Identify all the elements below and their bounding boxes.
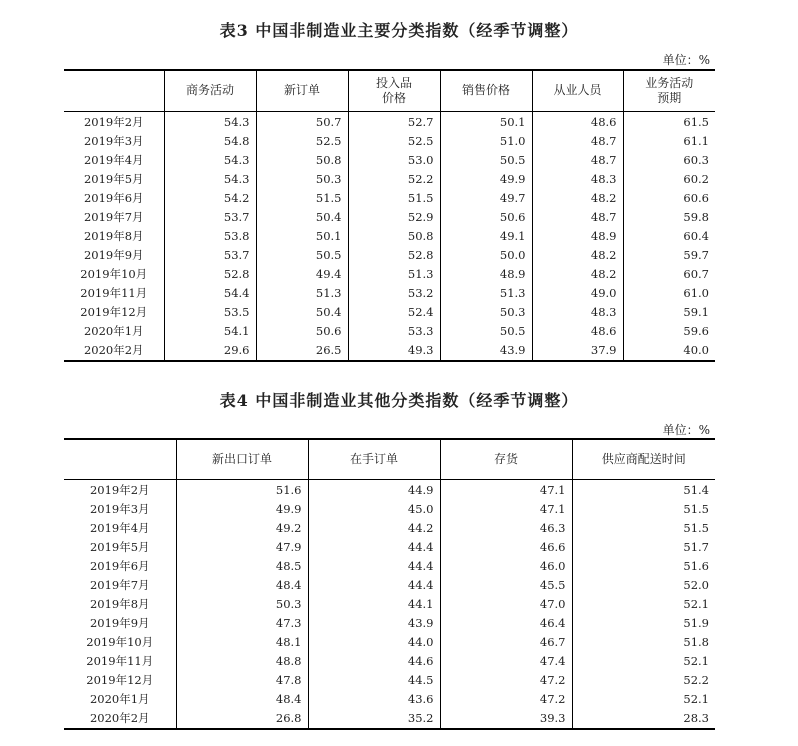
- value-cell: 50.4: [256, 208, 348, 227]
- value-cell: 46.3: [440, 519, 572, 538]
- value-cell: 49.1: [440, 227, 532, 246]
- value-cell: 47.4: [440, 652, 572, 671]
- value-cell: 60.3: [623, 151, 715, 170]
- table-row: [64, 652, 715, 671]
- row-period-cell: 2019年11月: [80, 285, 148, 300]
- table-row: [64, 284, 715, 303]
- table-row: [64, 132, 715, 151]
- value-cell: 48.2: [532, 265, 623, 284]
- row-period-cell: 2019年10月: [86, 634, 154, 649]
- table-row: [64, 595, 715, 614]
- value-cell: 51.7: [572, 538, 715, 557]
- value-cell: 54.2: [164, 189, 256, 208]
- row-period-cell: 2019年10月: [80, 266, 148, 281]
- row-period-cell: 2019年6月: [89, 558, 150, 573]
- value-cell: 52.1: [572, 595, 715, 614]
- value-cell: 51.9: [572, 614, 715, 633]
- table-row: [64, 709, 715, 729]
- row-period-cell: 2019年4月: [89, 520, 150, 535]
- table-row: [64, 479, 715, 500]
- value-cell: 50.6: [440, 208, 532, 227]
- table-row: [64, 633, 715, 652]
- table3-header: 业务活动 预期: [623, 70, 715, 111]
- value-cell: 60.2: [623, 170, 715, 189]
- value-cell: 49.9: [440, 170, 532, 189]
- value-cell: 52.8: [348, 246, 440, 265]
- value-cell: 50.8: [256, 151, 348, 170]
- value-cell: 54.3: [164, 151, 256, 170]
- value-cell: 40.0: [623, 341, 715, 361]
- value-cell: 54.4: [164, 284, 256, 303]
- value-cell: 48.7: [532, 151, 623, 170]
- value-cell: 48.7: [532, 208, 623, 227]
- value-cell: 59.7: [623, 246, 715, 265]
- row-period-cell: 2020年1月: [83, 323, 144, 338]
- value-cell: 60.7: [623, 265, 715, 284]
- row-period-cell: 2019年2月: [83, 114, 144, 129]
- value-cell: 44.0: [308, 633, 440, 652]
- table4: [64, 438, 715, 730]
- table4-header: [64, 439, 176, 479]
- value-cell: 50.5: [256, 246, 348, 265]
- value-cell: 53.0: [348, 151, 440, 170]
- value-cell: 35.2: [308, 709, 440, 729]
- value-cell: 52.1: [572, 652, 715, 671]
- value-cell: 48.1: [176, 633, 308, 652]
- value-cell: 50.0: [440, 246, 532, 265]
- value-cell: 37.9: [532, 341, 623, 361]
- value-cell: 48.8: [176, 652, 308, 671]
- value-cell: 52.2: [348, 170, 440, 189]
- value-cell: 48.4: [176, 576, 308, 595]
- value-cell: 50.5: [440, 151, 532, 170]
- row-period-cell: 2019年7月: [83, 209, 144, 224]
- value-cell: 44.4: [308, 557, 440, 576]
- table-row: [64, 690, 715, 709]
- value-cell: 47.2: [440, 671, 572, 690]
- row-period-cell: 2019年4月: [83, 152, 144, 167]
- value-cell: 49.7: [440, 189, 532, 208]
- value-cell: 51.8: [572, 633, 715, 652]
- value-cell: 51.5: [256, 189, 348, 208]
- table3-header: 新订单: [256, 70, 348, 111]
- value-cell: 50.7: [256, 111, 348, 132]
- table3-header: 投入品 价格: [348, 70, 440, 111]
- table3-header: 商务活动: [164, 70, 256, 111]
- value-cell: 49.3: [348, 341, 440, 361]
- row-period-cell: 2019年9月: [83, 247, 144, 262]
- value-cell: 46.4: [440, 614, 572, 633]
- row-period-cell: 2019年12月: [86, 672, 154, 687]
- table4-header: 存货: [440, 439, 572, 479]
- value-cell: 60.6: [623, 189, 715, 208]
- value-cell: 50.3: [256, 170, 348, 189]
- value-cell: 49.0: [532, 284, 623, 303]
- table4-title: 表4 中国非制造业其他分类指数（经季节调整）: [219, 391, 579, 410]
- value-cell: 53.7: [164, 208, 256, 227]
- table-row: [64, 576, 715, 595]
- value-cell: 48.2: [532, 189, 623, 208]
- value-cell: 51.5: [348, 189, 440, 208]
- value-cell: 46.0: [440, 557, 572, 576]
- value-cell: 48.4: [176, 690, 308, 709]
- table-row: [64, 500, 715, 519]
- row-period-cell: 2019年8月: [83, 228, 144, 243]
- table3-title: 表3 中国非制造业主要分类指数（经季节调整）: [219, 21, 579, 40]
- value-cell: 48.6: [532, 322, 623, 341]
- value-cell: 61.5: [623, 111, 715, 132]
- value-cell: 50.6: [256, 322, 348, 341]
- value-cell: 54.8: [164, 132, 256, 151]
- table-row: [64, 246, 715, 265]
- value-cell: 44.9: [308, 479, 440, 500]
- value-cell: 61.0: [623, 284, 715, 303]
- value-cell: 49.2: [176, 519, 308, 538]
- row-period-cell: 2019年5月: [89, 539, 150, 554]
- value-cell: 51.0: [440, 132, 532, 151]
- table-row: [64, 265, 715, 284]
- table-row: [64, 557, 715, 576]
- table3: [64, 69, 715, 362]
- value-cell: 48.3: [532, 170, 623, 189]
- value-cell: 50.5: [440, 322, 532, 341]
- value-cell: 39.3: [440, 709, 572, 729]
- row-period-cell: 2019年9月: [89, 615, 150, 630]
- value-cell: 48.9: [532, 227, 623, 246]
- value-cell: 44.6: [308, 652, 440, 671]
- value-cell: 53.7: [164, 246, 256, 265]
- value-cell: 51.6: [572, 557, 715, 576]
- value-cell: 52.0: [572, 576, 715, 595]
- value-cell: 50.3: [440, 303, 532, 322]
- table-row: [64, 151, 715, 170]
- table4-header: 供应商配送时间: [572, 439, 715, 479]
- value-cell: 54.3: [164, 111, 256, 132]
- table4-unit: 单位：%: [662, 423, 710, 437]
- row-period-cell: 2019年7月: [89, 577, 150, 592]
- value-cell: 45.5: [440, 576, 572, 595]
- table-row: [64, 538, 715, 557]
- row-period-cell: 2019年12月: [80, 304, 148, 319]
- table-row: [64, 614, 715, 633]
- table4-header: 在手订单: [308, 439, 440, 479]
- table3-header: 销售价格: [440, 70, 532, 111]
- value-cell: 43.6: [308, 690, 440, 709]
- value-cell: 48.6: [532, 111, 623, 132]
- table-row: [64, 303, 715, 322]
- value-cell: 52.7: [348, 111, 440, 132]
- value-cell: 59.1: [623, 303, 715, 322]
- row-period-cell: 2019年3月: [83, 133, 144, 148]
- table-row: [64, 208, 715, 227]
- value-cell: 48.9: [440, 265, 532, 284]
- table3-header: 从业人员: [532, 70, 623, 111]
- table-row: [64, 227, 715, 246]
- table3-body: [64, 111, 715, 361]
- value-cell: 50.1: [440, 111, 532, 132]
- row-period-cell: 2020年2月: [83, 342, 144, 357]
- value-cell: 44.5: [308, 671, 440, 690]
- value-cell: 44.1: [308, 595, 440, 614]
- value-cell: 53.3: [348, 322, 440, 341]
- value-cell: 51.3: [348, 265, 440, 284]
- value-cell: 50.3: [176, 595, 308, 614]
- value-cell: 44.2: [308, 519, 440, 538]
- table-row: [64, 189, 715, 208]
- value-cell: 29.6: [164, 341, 256, 361]
- value-cell: 44.4: [308, 576, 440, 595]
- value-cell: 53.8: [164, 227, 256, 246]
- table4-header: 新出口订单: [176, 439, 308, 479]
- value-cell: 49.4: [256, 265, 348, 284]
- value-cell: 43.9: [308, 614, 440, 633]
- value-cell: 26.5: [256, 341, 348, 361]
- value-cell: 51.4: [572, 479, 715, 500]
- table3-header: [64, 70, 164, 111]
- table-row: [64, 111, 715, 132]
- value-cell: 61.1: [623, 132, 715, 151]
- value-cell: 59.6: [623, 322, 715, 341]
- value-cell: 59.8: [623, 208, 715, 227]
- value-cell: 43.9: [440, 341, 532, 361]
- value-cell: 52.8: [164, 265, 256, 284]
- value-cell: 51.5: [572, 519, 715, 538]
- value-cell: 47.9: [176, 538, 308, 557]
- value-cell: 46.6: [440, 538, 572, 557]
- value-cell: 53.2: [348, 284, 440, 303]
- value-cell: 60.4: [623, 227, 715, 246]
- table-row: [64, 170, 715, 189]
- value-cell: 51.5: [572, 500, 715, 519]
- row-period-cell: 2019年2月: [89, 482, 150, 497]
- value-cell: 47.8: [176, 671, 308, 690]
- value-cell: 52.1: [572, 690, 715, 709]
- value-cell: 50.4: [256, 303, 348, 322]
- value-cell: 48.7: [532, 132, 623, 151]
- value-cell: 51.3: [256, 284, 348, 303]
- value-cell: 50.1: [256, 227, 348, 246]
- value-cell: 45.0: [308, 500, 440, 519]
- value-cell: 47.2: [440, 690, 572, 709]
- table-row: [64, 519, 715, 538]
- value-cell: 54.3: [164, 170, 256, 189]
- value-cell: 48.2: [532, 246, 623, 265]
- table-row: [64, 341, 715, 361]
- value-cell: 52.2: [572, 671, 715, 690]
- value-cell: 47.1: [440, 479, 572, 500]
- value-cell: 28.3: [572, 709, 715, 729]
- value-cell: 52.5: [256, 132, 348, 151]
- value-cell: 47.0: [440, 595, 572, 614]
- value-cell: 44.4: [308, 538, 440, 557]
- value-cell: 47.1: [440, 500, 572, 519]
- table3-unit: 单位：%: [662, 53, 710, 67]
- table-row: [64, 671, 715, 690]
- value-cell: 26.8: [176, 709, 308, 729]
- row-period-cell: 2019年6月: [83, 190, 144, 205]
- table3-header-row: [64, 70, 715, 111]
- value-cell: 53.5: [164, 303, 256, 322]
- value-cell: 46.7: [440, 633, 572, 652]
- value-cell: 52.4: [348, 303, 440, 322]
- row-period-cell: 2019年5月: [83, 171, 144, 186]
- row-period-cell: 2020年2月: [89, 710, 150, 725]
- value-cell: 52.9: [348, 208, 440, 227]
- value-cell: 48.5: [176, 557, 308, 576]
- table4-header-row: [64, 439, 715, 479]
- value-cell: 54.1: [164, 322, 256, 341]
- value-cell: 51.6: [176, 479, 308, 500]
- value-cell: 47.3: [176, 614, 308, 633]
- table4-body: [64, 479, 715, 729]
- value-cell: 48.3: [532, 303, 623, 322]
- row-period-cell: 2019年11月: [86, 653, 154, 668]
- row-period-cell: 2019年3月: [89, 501, 150, 516]
- value-cell: 52.5: [348, 132, 440, 151]
- table-row: [64, 322, 715, 341]
- value-cell: 49.9: [176, 500, 308, 519]
- row-period-cell: 2019年8月: [89, 596, 150, 611]
- value-cell: 51.3: [440, 284, 532, 303]
- row-period-cell: 2020年1月: [89, 691, 150, 706]
- value-cell: 50.8: [348, 227, 440, 246]
